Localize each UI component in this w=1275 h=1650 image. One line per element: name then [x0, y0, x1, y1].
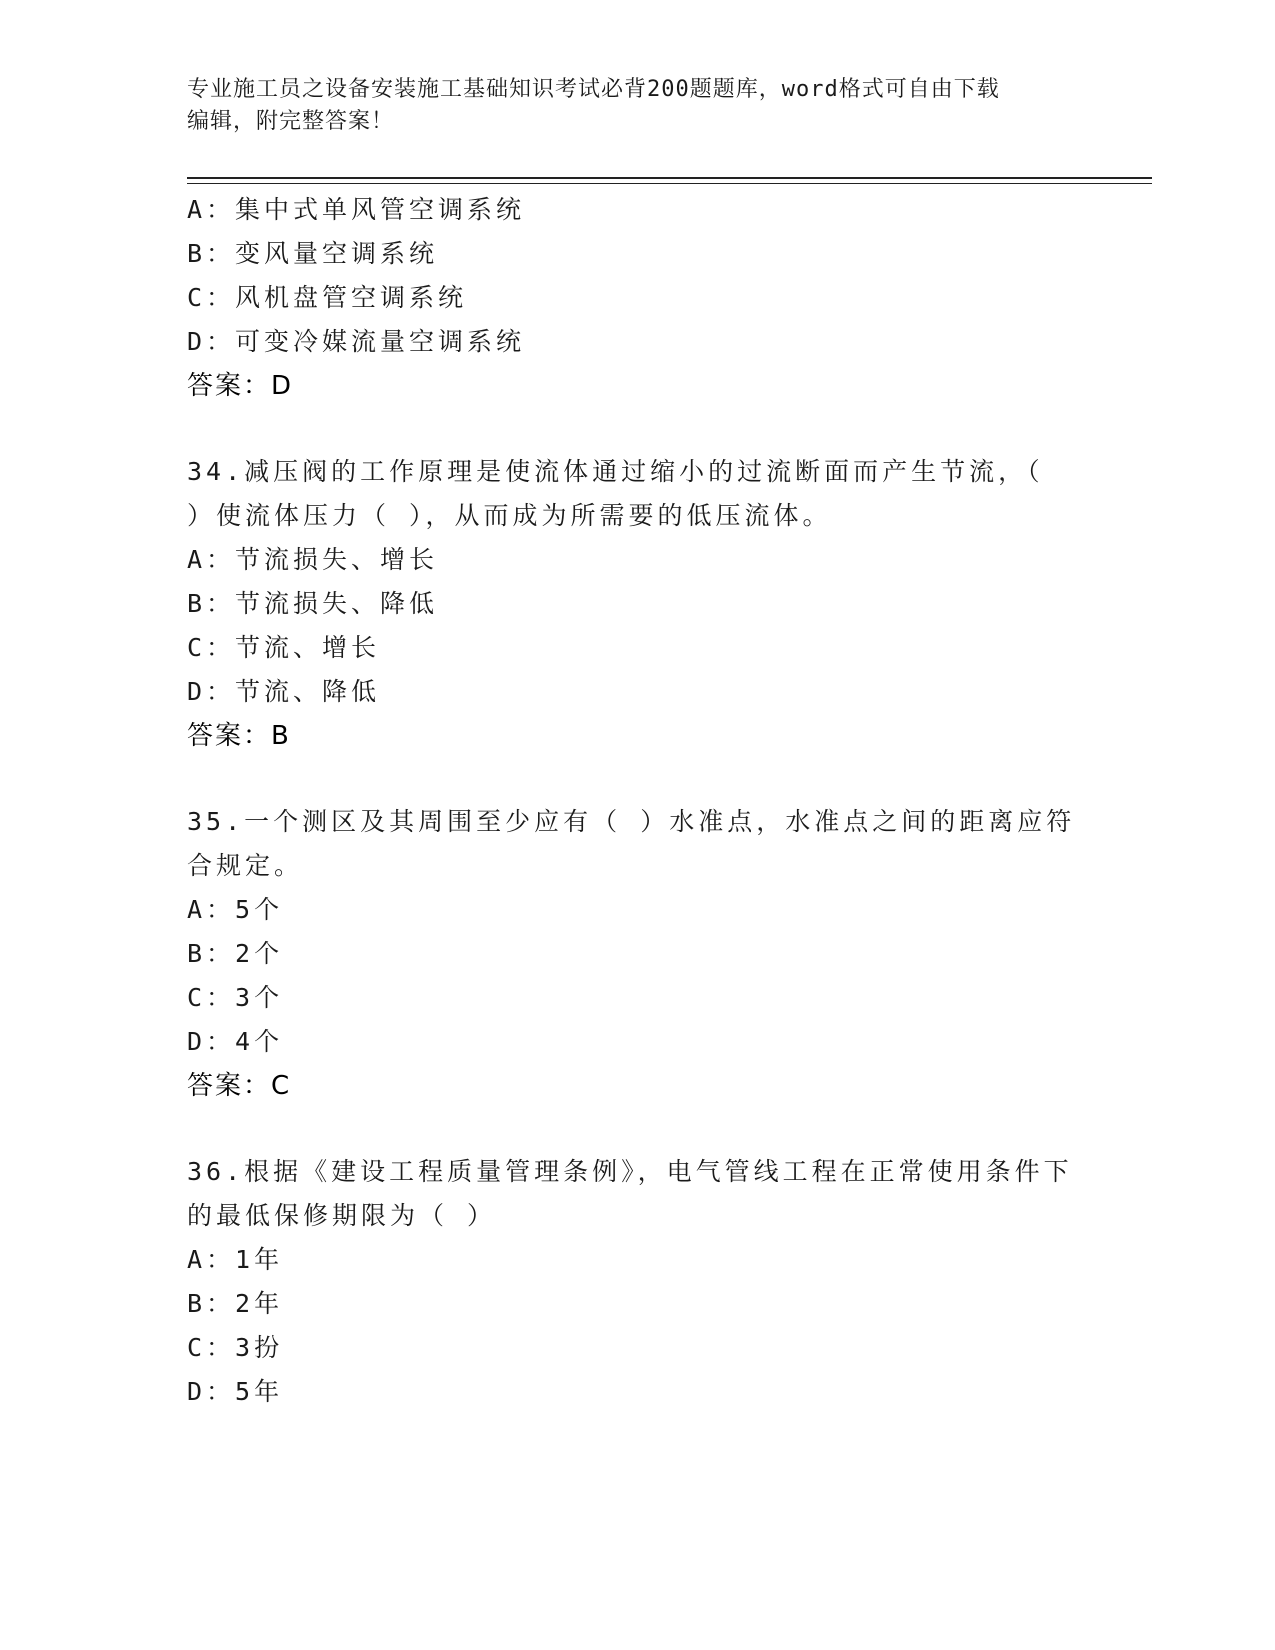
q33-answer: 答案：D: [187, 371, 294, 401]
q35-option-d: D：4个: [187, 1027, 284, 1056]
q34-stem-line-2: ）使流体压力（ ），从而成为所需要的低压流体。: [187, 501, 832, 530]
q35-option-c: C：3个: [187, 983, 284, 1012]
q34-option-a: A：节流损失、增长: [187, 545, 439, 574]
q35-stem-line-2: 合规定。: [187, 851, 304, 880]
q34-option-c: C：节流、增长: [187, 633, 381, 662]
header-divider-thick: [187, 177, 1152, 179]
q36-option-a: A：1年: [187, 1245, 284, 1274]
q36-option-c: C：3扮: [187, 1333, 284, 1362]
q33-option-b: B：变风量空调系统: [187, 239, 439, 268]
header-line-1: 专业施工员之设备安装施工基础知识考试必背200题题库，word格式可自由下载: [187, 77, 1000, 102]
q36-stem-line-1: 36.根据《建设工程质量管理条例》，电气管线工程在正常使用条件下: [187, 1157, 1073, 1186]
q36-option-b: B：2年: [187, 1289, 284, 1318]
q35-option-a: A：5个: [187, 895, 284, 924]
header-line-2: 编辑，附完整答案！: [187, 109, 395, 134]
q33-option-c: C：风机盘管空调系统: [187, 283, 468, 312]
header-divider-thin: [187, 183, 1152, 184]
q34-stem-line-1: 34.减压阀的工作原理是使流体通过缩小的过流断面而产生节流，（: [187, 457, 1044, 486]
q35-stem-line-1: 35.一个测区及其周围至少应有（ ）水准点，水准点之间的距离应符: [187, 807, 1076, 836]
q35-answer: 答案：C: [187, 1071, 292, 1101]
q33-option-d: D：可变冷媒流量空调系统: [187, 327, 526, 356]
q36-option-d: D：5年: [187, 1377, 284, 1406]
q34-option-d: D：节流、降低: [187, 677, 381, 706]
q34-answer: 答案：B: [187, 721, 291, 751]
q34-option-b: B：节流损失、降低: [187, 589, 439, 618]
q33-option-a: A：集中式单风管空调系统: [187, 195, 526, 224]
document-header: [187, 74, 1067, 138]
q35-option-b: B：2个: [187, 939, 284, 968]
q36-stem-line-2: 的最低保修期限为（ ）: [187, 1201, 497, 1230]
